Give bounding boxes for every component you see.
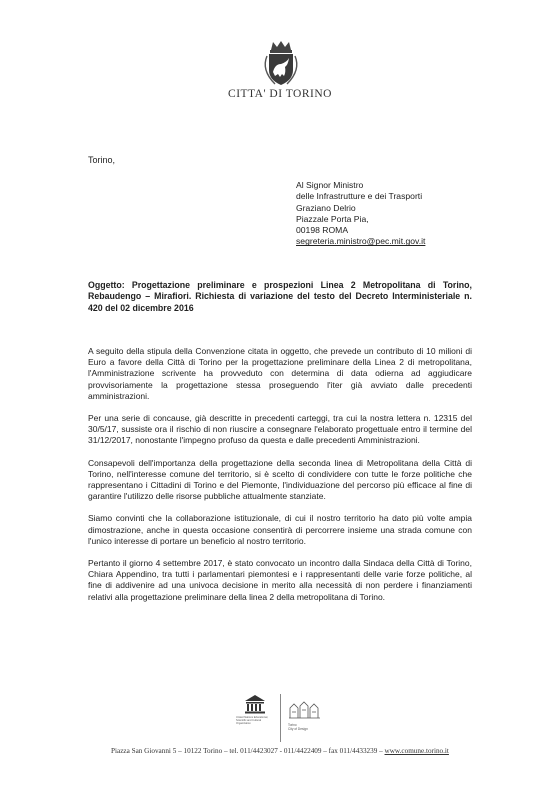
body-paragraph: Consapevoli dell'importanza della progettazione della seconda linea di Metropolitana della Città di Torino, nell'interesse comune del territorio, si è scelto di condividere con tutte le forze politiche che rappresentano i Cittadini di Torino e del Piemonte, l'individuazione del percorso più efficace al fine di garantire l'utilizzo delle risorse pubbliche attualmente stanziate.	[88, 457, 472, 502]
torino-caption-line: City of Design	[288, 726, 308, 731]
footer-logos	[236, 694, 336, 742]
addressee-block	[296, 180, 425, 248]
footer-address	[0, 747, 560, 755]
place-line: Torino,	[88, 155, 116, 165]
body-paragraph: Siamo convinti che la collaborazione istituzionale, di cui il nostro territorio ha dato più volte ampia dimostrazione, anche in questa occasione consentirà di percorrere insieme una strada comune con l'unico interesse di portare un beneficio al nostro territorio.	[88, 513, 472, 546]
torino-caption	[288, 724, 308, 731]
website-link[interactable]: www.comune.torino.it	[384, 747, 449, 755]
addressee-email-link[interactable]: segreteria.ministro@pec.mit.gov.it	[296, 236, 426, 247]
addressee-line: Graziano Delrio	[296, 202, 356, 213]
letter-body	[88, 346, 472, 614]
body-paragraph: Per una serie di concause, già descritte in precedenti carteggi, tra cui la nostra lettera n. 12315 del 30/5/17, sussiste ora il rischio di non riuscire a consegnare l'elaborato progettuale entro il termine del 31/12/2017, nonostante l'impegno profuso da questa e dalle precedenti Amministrazioni.	[88, 413, 472, 446]
logo-divider	[280, 694, 281, 742]
subject-line: Oggetto: Progettazione preliminare e prospezioni Linea 2 Metropolitana di Torino, Rebaudengo – Mirafiori. Richiesta di variazione del testo del Decreto Interministeriale n. 420 del 02 dicembre 2016	[88, 280, 472, 313]
addressee-line: 00198 ROMA	[296, 225, 349, 236]
addressee-line: delle Infrastrutture e dei Trasporti	[296, 191, 423, 202]
footer-contacts: Piazza San Giovanni 5 – 10122 Torino – tel. 011/4423027 - 011/4422409 – fax 011/4433239 –	[111, 747, 383, 755]
torino-caption-line: Torino	[288, 723, 297, 727]
city-name: CITTA' DI TORINO	[228, 88, 332, 100]
body-paragraph: Pertanto il giorno 4 settembre 2017, è stato convocato un incontro dalla Sindaca della Città di Torino, Chiara Appendino, tra tutti i parlamentari piemontesi e i rappresentanti delle varie forze politiche, al fine di addivenire ad una univoca decisione in merito alla necessità di non perdere i finanziamenti relativi alla progettazione preliminare della linea 2 della metropolitana di Torino.	[88, 558, 472, 602]
unesco-logo	[244, 694, 266, 714]
body-paragraph: A seguito della stipula della Convenzione citata in oggetto, che prevede un contributo di 10 milioni di Euro a favore della Città di Torino per la progettazione preliminare della Linea 2 di metropolitana, l'Amministrazione scrivente ha provveduto con determina di data odierna ad aggiudicare provvisoriamente la progettazione stessa proseguendo l'iter già avviato dalle precedenti amministrazioni.	[88, 346, 472, 401]
addressee-line: Al Signor Ministro	[296, 180, 364, 190]
unesco-caption: United Nations Educational, Scientific and Cultural Organization	[236, 716, 269, 725]
city-crest-logo	[255, 40, 307, 86]
addressee-line: Piazzale Porta Pia,	[296, 213, 369, 224]
torino-city-of-design-logo	[288, 700, 322, 720]
